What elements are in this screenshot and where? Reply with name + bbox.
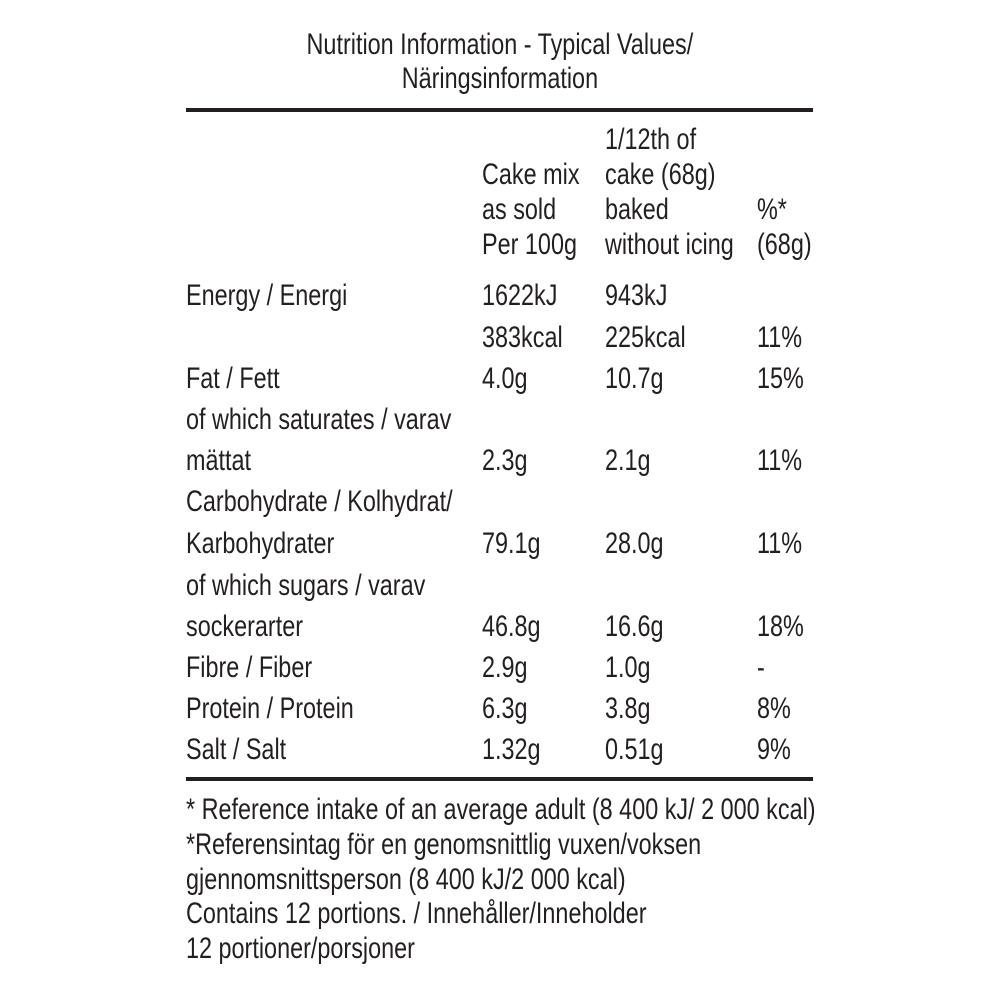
ri-value: 8% [757, 692, 791, 725]
ri-value: 11% [757, 444, 803, 477]
ri-value: - [757, 651, 765, 684]
ri-value: 9% [757, 733, 791, 766]
portion-value: 3.8g [605, 692, 651, 725]
portion-value: 225kcal [605, 321, 686, 354]
portion-value: 1.0g [605, 651, 651, 684]
row-label: Salt / Salt [186, 733, 287, 766]
title-line-1 [0, 28, 1000, 62]
ri-value: 11% [757, 321, 803, 354]
col3-header-line: %* [757, 193, 787, 226]
footnote-line: gjennomsnittsperson (8 400 kJ/2 000 kcal) [186, 863, 626, 896]
row-label: of which saturates / varav [186, 403, 452, 436]
portion-value: 10.7g [605, 362, 664, 395]
row-label: sockerarter [186, 610, 304, 643]
row-label: Fat / Fett [186, 362, 280, 395]
per100-value: 2.9g [482, 651, 528, 684]
ri-value: 15% [757, 362, 804, 395]
title-line-2 [0, 62, 1000, 96]
per100-value: 6.3g [482, 692, 528, 725]
col1-header-line: as sold [482, 193, 557, 226]
row-label: Karbohydrater [186, 527, 335, 560]
col3-header-line: (68g) [757, 228, 812, 261]
per100-value: 46.8g [482, 610, 541, 643]
per100-value: 79.1g [482, 527, 541, 560]
col1-header-line: Per 100g [482, 228, 577, 261]
ri-value: 11% [757, 527, 803, 560]
col2-header-line: cake (68g) [605, 158, 716, 191]
row-label: Energy / Energi [186, 279, 348, 312]
per100-value: 2.3g [482, 444, 528, 477]
footnote-line: *Referensintag för en genomsnittlig vuxen/voksen [186, 828, 702, 861]
col2-header-line: 1/12th of [605, 123, 697, 156]
footnote-line: Contains 12 portions. / Innehåller/Inneholder [186, 897, 647, 930]
footnote-line: * Reference intake of an average adult (8 400 kJ/ 2 000 kcal) [186, 793, 816, 826]
per100-value: 1622kJ [482, 279, 558, 312]
footnote-line: 12 portioner/porsjoner [186, 932, 415, 965]
title-text-2: Näringsinformation [401, 62, 599, 95]
portion-value: 0.51g [605, 733, 664, 766]
per100-value: 1.32g [482, 733, 541, 766]
portion-value: 28.0g [605, 527, 664, 560]
portion-value: 16.6g [605, 610, 664, 643]
row-label: Protein / Protein [186, 692, 354, 725]
row-label: Fibre / Fiber [186, 651, 313, 684]
title-text-1: Nutrition Information - Typical Values/ [306, 28, 694, 61]
col2-header-line: without icing [605, 228, 734, 261]
col1-header-line: Cake mix [482, 158, 580, 191]
per100-value: 383kcal [482, 321, 563, 354]
top-rule [186, 108, 813, 112]
col2-header-line: baked [605, 193, 669, 226]
bottom-rule [186, 777, 813, 781]
row-label: Carbohydrate / Kolhydrat/ [186, 485, 453, 518]
ri-value: 18% [757, 610, 804, 643]
portion-value: 943kJ [605, 279, 668, 312]
portion-value: 2.1g [605, 444, 651, 477]
per100-value: 4.0g [482, 362, 528, 395]
row-label: of which sugars / varav [186, 569, 426, 602]
row-label: mättat [186, 444, 252, 477]
